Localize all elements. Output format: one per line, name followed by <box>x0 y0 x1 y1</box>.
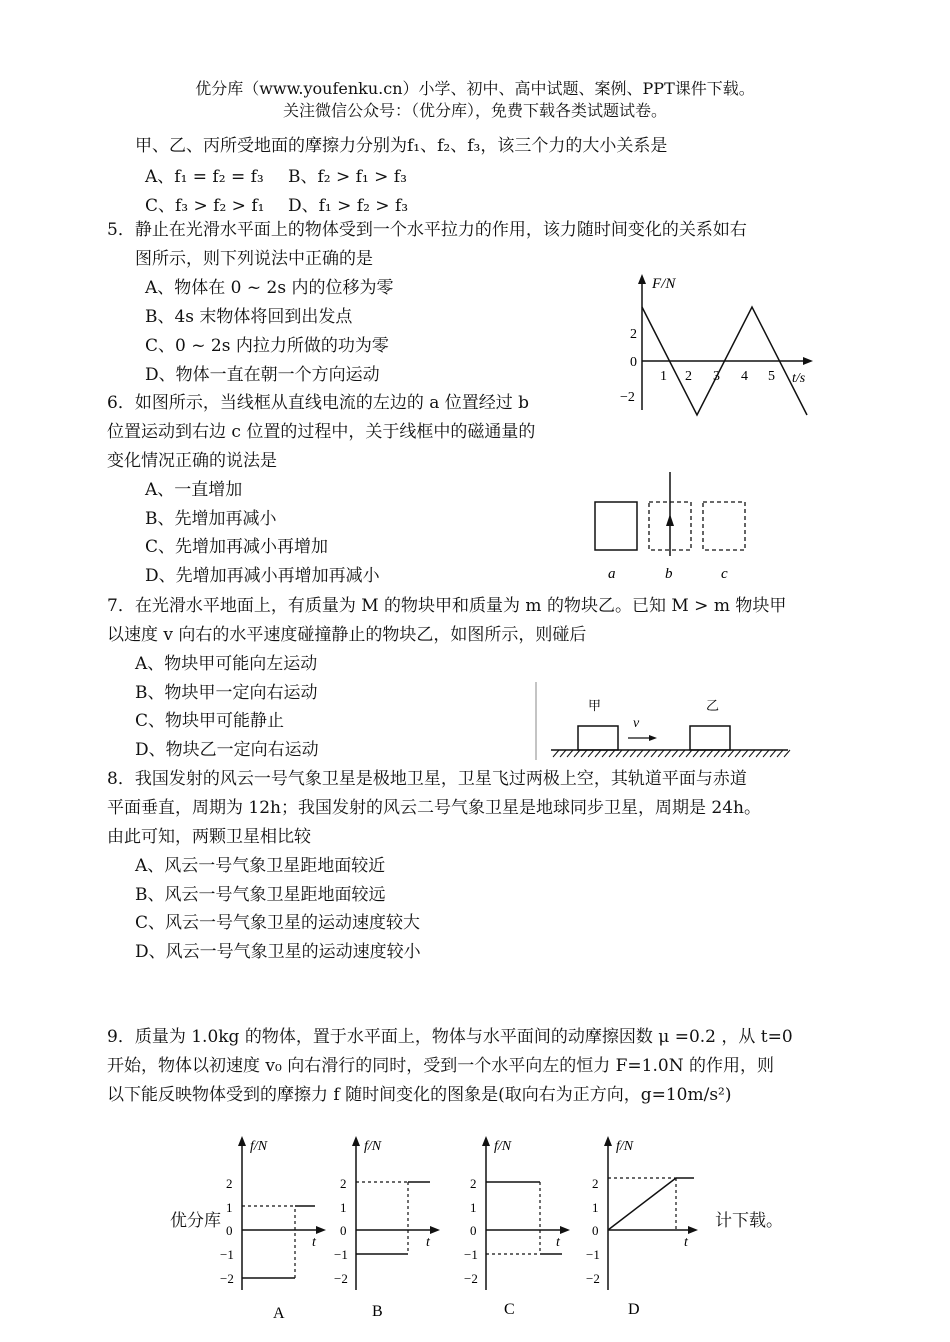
q5-line-2: 图所示，则下列说法中正确的是 <box>135 249 373 269</box>
q7-option-b: B、物块甲一定向右运动 <box>135 683 318 703</box>
velocity-arrow-head <box>649 735 657 741</box>
q5-y-tick-neg2: −2 <box>620 390 635 405</box>
q6-option-d: D、先增加再减小再增加再减小 <box>145 566 380 586</box>
graph-d-y-label: f/N <box>616 1139 634 1154</box>
q7-line-2: 以速度 v 向右的水平速度碰撞静止的物块乙，如图所示，则碰后 <box>107 625 587 645</box>
q4-stem: 甲、乙、丙所受地面的摩擦力分别为f₁、f₂、f₃，该三个力的大小关系是 <box>135 136 668 156</box>
block-jia <box>578 726 618 750</box>
q6-line-1: 6．如图所示，当线框从直线电流的左边的 a 位置经过 b <box>107 393 530 413</box>
ground-hatch-line <box>707 750 713 757</box>
graph-d-tick-neg1: −1 <box>586 1247 600 1262</box>
graph-c-tick-0: 0 <box>470 1223 477 1238</box>
graph-d-tick-1: 1 <box>592 1200 599 1215</box>
graph-d-x-label: t <box>684 1235 688 1250</box>
q7-option-a: A、物块甲可能向左运动 <box>135 654 318 674</box>
q5-y-axis-arrow <box>638 274 646 284</box>
graph-c-letter: C <box>504 1301 515 1318</box>
ground-hatch-line <box>728 750 734 757</box>
ground-hatch-line <box>658 750 664 757</box>
graph-d-tick-neg2: −2 <box>586 1271 600 1286</box>
ground-hatch-line <box>553 750 559 757</box>
block-jia-label: 甲 <box>588 699 602 714</box>
ground-hatch-line <box>588 750 594 757</box>
ground-hatch-line <box>714 750 720 757</box>
graph-d-letter: D <box>628 1301 640 1318</box>
q5-option-d: D、物体一直在朝一个方向运动 <box>145 365 380 385</box>
q4-option-b: B、f₂ > f₁ > f₃ <box>288 167 407 187</box>
ground-hatch-line <box>770 750 776 757</box>
graph-b-x-arrow <box>430 1226 440 1234</box>
ground-hatch-line <box>581 750 587 757</box>
q8-line-1: 8．我国发射的风云一号气象卫星是极地卫星，卫星飞过两极上空，其轨道平面与赤道 <box>107 769 747 789</box>
q5-y-tick-2: 2 <box>630 327 637 342</box>
graph-d-tick-0: 0 <box>592 1223 599 1238</box>
graph-c-y-label: f/N <box>494 1139 512 1154</box>
q8-line-2: 平面垂直，周期为 12h；我国发射的风云二号气象卫星是地球同步卫星，周期是 24h。 <box>107 798 761 818</box>
q4-option-c: C、f₃ > f₂ > f₁ <box>145 196 265 216</box>
q5-option-c: C、0 ~ 2s 内拉力所做的功为零 <box>145 336 389 356</box>
ground-hatch-line <box>602 750 608 757</box>
q8-option-b: B、风云一号气象卫星距地面较远 <box>135 885 386 905</box>
graph-a-tick-neg1: −1 <box>220 1247 234 1262</box>
header-line-1: 优分库（www.youfenku.cn）小学、初中、高中试题、案例、PPT课件下载。 <box>195 79 755 98</box>
graph-a-x-arrow <box>316 1226 326 1234</box>
ground-hatch-line <box>686 750 692 757</box>
ground-hatch-line <box>721 750 727 757</box>
ground-hatch-line <box>567 750 573 757</box>
ground-hatch-line <box>609 750 615 757</box>
ground-hatch-line <box>763 750 769 757</box>
ground-hatch-line <box>672 750 678 757</box>
q5-option-a: A、物体在 0 ~ 2s 内的位移为零 <box>145 278 394 298</box>
graph-d-y-arrow <box>604 1136 612 1146</box>
q9-graph-c <box>458 1130 578 1330</box>
ground-hatch-line <box>651 750 657 757</box>
q5-y-label: F/N <box>652 276 676 292</box>
graph-a-x-label: t <box>312 1235 316 1250</box>
q6-option-a: A、一直增加 <box>145 480 243 500</box>
footer-left: 优分库 <box>170 1211 221 1231</box>
graph-c-tick-1: 1 <box>470 1200 477 1215</box>
q5-x-tick-2: 2 <box>685 369 692 384</box>
ground-hatch-line <box>630 750 636 757</box>
ground-hatch-line <box>574 750 580 757</box>
graph-b-tick-neg2: −2 <box>334 1271 348 1286</box>
graph-a-y-arrow <box>238 1136 246 1146</box>
frame-b-label: b <box>665 566 673 582</box>
q8-option-a: A、风云一号气象卫星距地面较近 <box>135 856 386 876</box>
frame-c-label: c <box>721 566 728 582</box>
graph-a-tick-neg2: −2 <box>220 1271 234 1286</box>
graph-c-x-label: t <box>556 1235 560 1250</box>
ground-hatch-line <box>595 750 601 757</box>
block-yi <box>690 726 730 750</box>
ground-hatch-line <box>644 750 650 757</box>
graph-c-tick-neg2: −2 <box>464 1271 478 1286</box>
graph-b-tick-neg1: −1 <box>334 1247 348 1262</box>
ground-hatch-line <box>665 750 671 757</box>
ground-hatch-line <box>756 750 762 757</box>
q6-line-3: 变化情况正确的说法是 <box>107 451 277 471</box>
q6-option-c: C、先增加再减小再增加 <box>145 537 329 557</box>
graph-a-y-label: f/N <box>250 1139 268 1154</box>
q5-y-tick-0: 0 <box>630 355 637 370</box>
ground-hatching <box>553 750 790 757</box>
graph-b-x-label: t <box>426 1235 430 1250</box>
graph-a-tick-0: 0 <box>226 1223 233 1238</box>
graph-d-x-arrow <box>688 1226 698 1234</box>
ground-hatch-line <box>777 750 783 757</box>
q8-option-c: C、风云一号气象卫星的运动速度较大 <box>135 913 421 933</box>
q5-x-axis-arrow <box>803 357 813 365</box>
q5-x-tick-4: 4 <box>741 369 748 384</box>
q8-option-d: D、风云一号气象卫星的运动速度较小 <box>135 942 421 962</box>
q5-x-tick-1: 1 <box>660 369 667 384</box>
graph-c-y-arrow <box>482 1136 490 1146</box>
header-line-2: 关注微信公众号：（优分库），免费下载各类试题试卷。 <box>282 101 667 120</box>
q5-x-label: t/s <box>792 371 806 386</box>
q9-graph-d <box>578 1130 708 1330</box>
ground-hatch-line <box>700 750 706 757</box>
frame-a-label: a <box>608 566 616 582</box>
q7-collision-figure <box>533 680 798 765</box>
graph-c-tick-2: 2 <box>470 1176 477 1191</box>
graph-c-tick-neg1: −1 <box>464 1247 478 1262</box>
ground-hatch-line <box>616 750 622 757</box>
q4-option-d: D、f₁ > f₂ > f₃ <box>288 196 409 216</box>
graph-a-letter: A <box>273 1305 285 1322</box>
ground-hatch-line <box>693 750 699 757</box>
graph-c-x-arrow <box>560 1226 570 1234</box>
q9-graph-b <box>330 1130 450 1330</box>
q8-line-3: 由此可知，两颗卫星相比较 <box>107 827 311 847</box>
q9-line-1: 9．质量为 1.0kg 的物体，置于水平面上，物体与水平面间的动摩擦因数 μ =0.2 ，从 t=0 <box>107 1027 793 1047</box>
q9-line-3: 以下能反映物体受到的摩擦力 f 随时间变化的图象是(取向右为正方向，g=10m/s²) <box>107 1085 732 1105</box>
ground-hatch-line <box>749 750 755 757</box>
graph-b-tick-2: 2 <box>340 1176 347 1191</box>
frame-a <box>595 502 637 550</box>
graph-d-ramp <box>608 1178 676 1230</box>
footer-right: 计下载。 <box>715 1211 783 1231</box>
current-arrow-icon <box>666 514 674 526</box>
ground-hatch-line <box>742 750 748 757</box>
q5-force-time-graph <box>612 272 817 417</box>
ground-hatch-line <box>560 750 566 757</box>
q5-option-b: B、4s 末物体将回到出发点 <box>145 307 353 327</box>
q9-line-2: 开始，物体以初速度 v₀ 向右滑行的同时，受到一个水平向左的恒力 F=1.0N 的作用，则 <box>107 1056 774 1076</box>
ground-hatch-line <box>679 750 685 757</box>
ground-hatch-line <box>735 750 741 757</box>
q5-x-tick-3: 3 <box>713 369 720 384</box>
ground-hatch-line <box>637 750 643 757</box>
graph-d-tick-2: 2 <box>592 1176 599 1191</box>
ground-hatch-line <box>623 750 629 757</box>
q6-option-b: B、先增加再减小 <box>145 509 277 529</box>
graph-b-tick-1: 1 <box>340 1200 347 1215</box>
ground-hatch-line <box>784 750 790 757</box>
graph-b-y-label: f/N <box>364 1139 382 1154</box>
q5-line-1: 5．静止在光滑水平面上的物体受到一个水平拉力的作用，该力随时间变化的关系如右 <box>107 220 747 240</box>
graph-a-tick-2: 2 <box>226 1176 233 1191</box>
velocity-label: v <box>633 716 640 731</box>
q7-option-c: C、物块甲可能静止 <box>135 711 285 731</box>
block-yi-label: 乙 <box>706 699 720 714</box>
graph-a-tick-1: 1 <box>226 1200 233 1215</box>
q6-wire-frame-figure <box>585 470 760 585</box>
q7-option-d: D、物块乙一定向右运动 <box>135 740 319 760</box>
q7-line-1: 7．在光滑水平地面上，有质量为 M 的物块甲和质量为 m 的物块乙。已知 M > m 物块甲 <box>107 596 787 616</box>
graph-b-tick-0: 0 <box>340 1223 347 1238</box>
frame-c <box>703 502 745 550</box>
q6-line-2: 位置运动到右边 c 位置的过程中，关于线框中的磁通量的 <box>107 422 536 442</box>
graph-b-letter: B <box>372 1303 383 1320</box>
q4-option-a: A、f₁ = f₂ = f₃ <box>145 167 264 187</box>
q5-x-tick-5: 5 <box>768 369 775 384</box>
q9-graph-a <box>220 1130 340 1330</box>
graph-b-y-arrow <box>352 1136 360 1146</box>
